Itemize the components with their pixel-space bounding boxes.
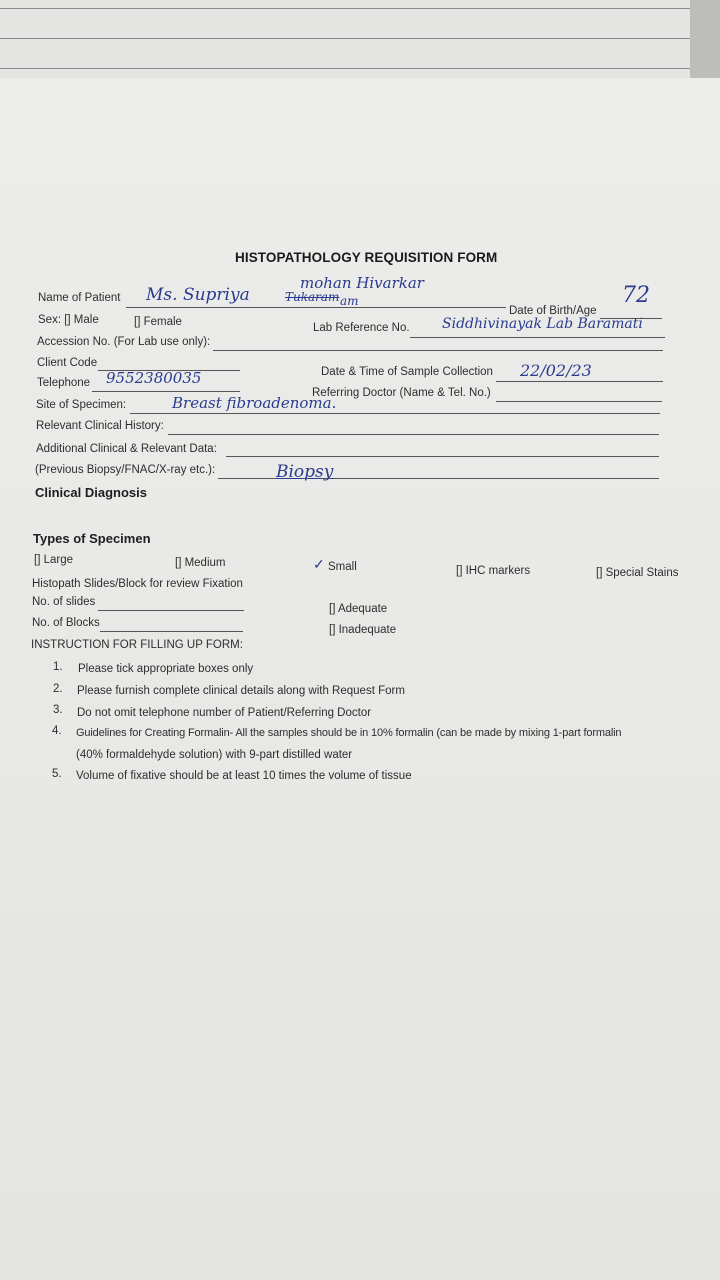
referring-line — [496, 401, 662, 402]
instruction-number: 5. — [52, 768, 62, 780]
label-previous-biopsy: (Previous Biopsy/FNAC/X-ray etc.): — [35, 464, 216, 476]
name-field-line — [126, 307, 506, 308]
label-lab-reference: Lab Reference No. — [313, 322, 410, 334]
slides-line — [98, 610, 244, 611]
ruled-line — [0, 8, 700, 9]
ruled-line — [0, 38, 700, 39]
label-no-of-slides: No. of slides — [32, 596, 96, 608]
label-additional-data: Additional Clinical & Relevant Data: — [36, 443, 217, 455]
hw-collection-date: 22/02/23 — [520, 361, 592, 380]
instruction-text: Volume of fixative should be at least 10 times the volume of tissue — [76, 770, 412, 782]
hw-telephone: 9552380035 — [106, 369, 202, 387]
instruction-text: Guidelines for Creating Formalin- All the samples should be in 10% formalin (can be made by mixing 1-part formalin — [76, 727, 622, 739]
label-site-of-specimen: Site of Specimen: — [36, 399, 127, 411]
option-small: Small — [328, 561, 357, 573]
hw-age: 72 — [622, 283, 650, 308]
instruction-text: Do not omit telephone number of Patient/Referring Doctor — [77, 707, 372, 719]
option-adequate: [] Adequate — [329, 603, 388, 615]
option-inadequate: [] Inadequate — [329, 624, 397, 636]
hw-site: Breast fibroadenoma. — [172, 394, 337, 412]
option-ihc-markers: [] IHC markers — [456, 565, 531, 577]
tick-mark-small: ✓ — [313, 557, 325, 573]
hw-father-name: mohan Hivarkar — [300, 274, 424, 292]
label-client-code: Client Code — [37, 357, 98, 369]
instruction-text: Please furnish complete clinical details along with Request Form — [77, 685, 405, 697]
telephone-line — [92, 391, 240, 392]
instruction-number: 4. — [52, 725, 62, 737]
instructions-heading: INSTRUCTION FOR FILLING UP FORM: — [31, 639, 243, 651]
form-title: HISTOPATHOLOGY REQUISITION FORM — [235, 250, 498, 265]
instruction-number: 2. — [53, 683, 63, 695]
option-special-stains: [] Special Stains — [596, 567, 679, 579]
label-no-of-blocks: No. of Blocks — [32, 617, 100, 629]
instruction-number: 1. — [53, 661, 63, 673]
hw-previous: Biopsy — [276, 462, 334, 482]
blocks-line — [100, 631, 243, 632]
label-review-fixation: Histopath Slides/Block for review Fixation — [32, 578, 243, 590]
label-relevant-history: Relevant Clinical History: — [36, 420, 164, 432]
label-sex-male: Sex: [] Male — [38, 314, 99, 326]
hw-struck-surname: Tukaram — [285, 290, 340, 304]
specimen-heading: Types of Specimen — [33, 531, 151, 546]
accession-line — [213, 350, 663, 351]
hw-patient-name: Ms. Supriya — [146, 285, 250, 305]
label-referring-doctor: Referring Doctor (Name & Tel. No.) — [312, 387, 491, 399]
label-date-time-collection: Date & Time of Sample Collection — [321, 366, 493, 378]
lab-ref-line — [410, 337, 665, 338]
option-large: [] Large — [34, 554, 73, 566]
additional-line — [226, 456, 659, 457]
ruled-line — [0, 68, 700, 69]
instruction-number: 3. — [53, 704, 63, 716]
site-line — [130, 413, 660, 414]
label-telephone: Telephone — [37, 377, 91, 389]
instruction-text: Please tick appropriate boxes only — [78, 663, 254, 675]
label-name-of-patient: Name of Patient — [38, 292, 121, 304]
label-clinical-diagnosis: Clinical Diagnosis — [35, 485, 147, 500]
history-line — [168, 434, 659, 435]
label-dob-age: Date of Birth/Age — [509, 305, 597, 317]
hw-surname-tail: am — [340, 294, 359, 308]
collection-line — [496, 381, 663, 382]
instruction-text-continued: (40% formaldehyde solution) with 9-part distilled water — [76, 749, 353, 761]
option-medium: [] Medium — [175, 557, 226, 569]
hw-lab-reference: Siddhivinayak Lab Baramati — [442, 316, 643, 332]
label-accession: Accession No. (For Lab use only): — [37, 336, 211, 348]
label-female: [] Female — [134, 316, 182, 328]
